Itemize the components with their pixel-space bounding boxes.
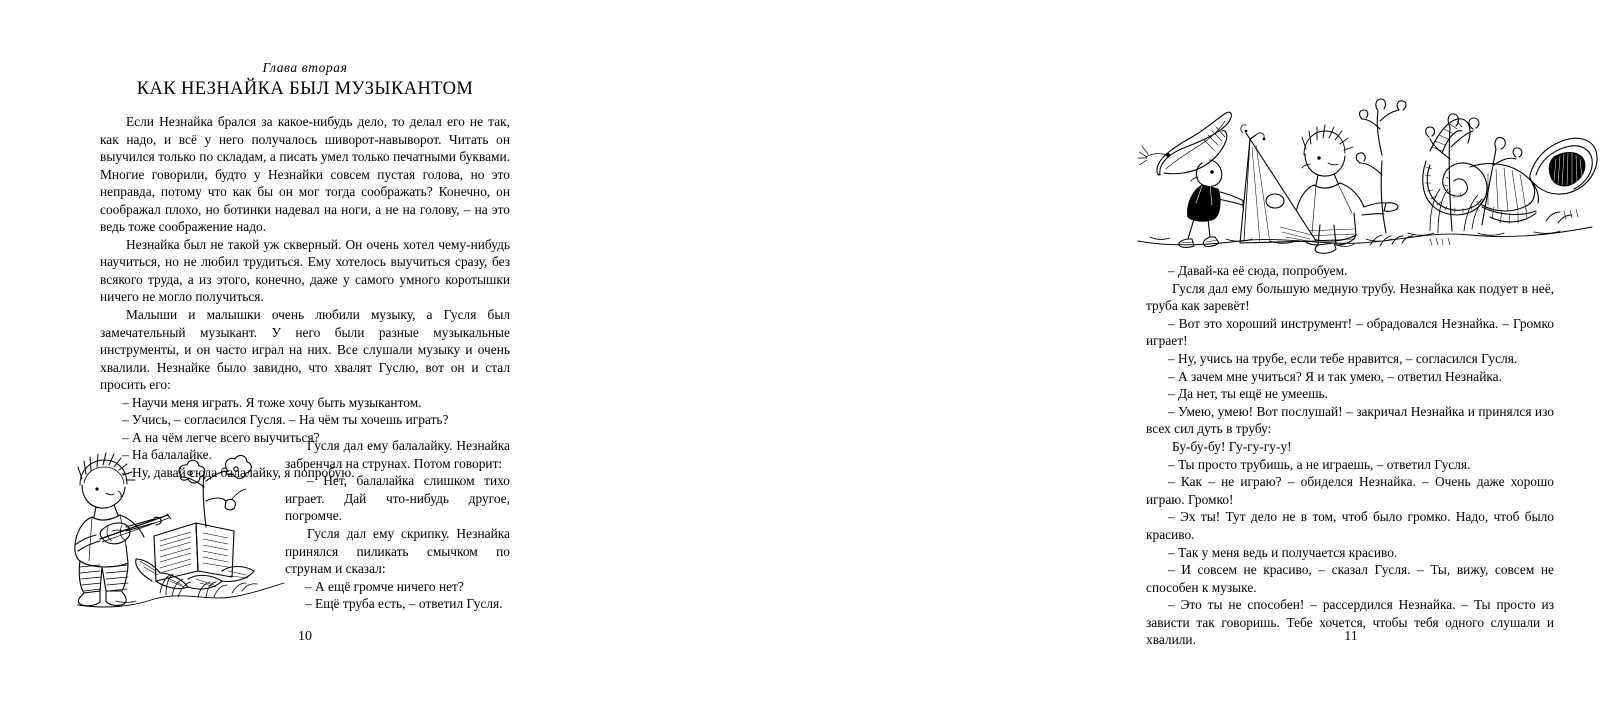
- paragraph: Гусля дал ему большую медную трубу. Незнайка как подует в неё, труба как заревёт!: [1146, 280, 1554, 314]
- dialogue-line: – Ты просто трубишь, а не играешь, – ответил Гусля.: [1168, 456, 1471, 472]
- dialogue-line: – Учись, – согласился Гусля. – На чём ты хочешь играть?: [122, 412, 449, 428]
- chapter-label: Глава вторая: [262, 60, 348, 75]
- paragraph: – Нет, балалайка слишком тихо играет. Дай что-нибудь другое, погромче.: [285, 473, 510, 524]
- dialogue-line: – А на чём легче всего выучиться?: [122, 429, 320, 445]
- dialogue-line: – Давай-ка её сюда, попробуем.: [1168, 263, 1348, 278]
- dialogue-line: – Так у меня ведь и получается красиво.: [1168, 544, 1398, 560]
- dialogue-line: – Это ты не способен! – рассердился Незнайка. – Ты просто из зависти так говоришь. Тебе хочется, чтобы тебя одного слушали и хвалили.: [1146, 597, 1554, 648]
- dialogue-line: – На балалайке.: [122, 447, 212, 463]
- page-number-left: 10: [298, 629, 312, 644]
- paragraph: Если Незнайка брался за какое-нибудь дело, то делал его не так, как надо, и всё у него получалось шиворот-навыворот. Читать он выучился только по складам, а писать умел только печатными буквами. Многие говорили, будто у Незнайки совсем пустая голова, но это неправда, потому что как бы он мог тогда соображать? Конечно, он соображал плохо, но ботинки надевал на ноги, а не на голову, – на это ведь тоже соображение надо.: [100, 114, 510, 235]
- dialogue-line: – А ещё громче ничего нет?: [305, 578, 464, 594]
- dialogue-line: – Как – не играю? – обиделся Незнайка. – Очень даже хорошо играю. Громко!: [1146, 474, 1554, 507]
- dialogue-line: – Вот это хороший инструмент! – обрадовался Незнайка. – Громко играет!: [1146, 315, 1554, 349]
- dialogue-line: – Ещё труба есть, – ответил Гусля.: [305, 596, 503, 612]
- dialogue-line: – Умею, умею! Вот послушай! – закричал Незнайка и принялся изо всех сил дуть в трубу:: [1146, 403, 1554, 437]
- page-number-right: 11: [1344, 629, 1358, 644]
- illustration-balalaika-and-tuba: [1130, 55, 1600, 251]
- dialogue-line: – А зачем мне учиться? Я и так умею, – ответил Незнайка.: [1168, 368, 1502, 384]
- dialogue-line: – Да нет, ты ещё не умеешь.: [1168, 386, 1328, 402]
- paragraph: Гусля дал ему скрипку. Незнайка принялся пиликать смычком по струнам и сказал:: [285, 525, 510, 577]
- left-narrow-column-text: [285, 437, 510, 613]
- paragraph: Гусля дал ему балалайку. Незнайка забренчал на струнах. Потом говорит:: [285, 438, 510, 471]
- left-column-text: [100, 113, 510, 481]
- paragraph: Малыши и малышки очень любили музыку, а Гусля был замечательный музыкант. У него были разные музыкальные инструменты, и он часто играл на них. Все слушали музыку и очень хвалили. Незнайке было завидно, что хвалят Гуслю, вот он и стал просить его:: [100, 307, 510, 393]
- right-page: [550, 0, 1554, 719]
- dialogue-line: – Научи меня играть. Я тоже хочу быть музыкантом.: [122, 394, 422, 410]
- right-column-text: [1146, 262, 1554, 649]
- dialogue-line: – Ну, учись на трубе, если тебе нравится, – согласился Гусля.: [1168, 350, 1518, 366]
- page-title: КАК НЕЗНАЙКА БЫЛ МУЗЫКАНТОМ: [136, 79, 474, 99]
- dialogue-line: – Ну, давай сюда балалайку, я попробую.: [122, 464, 355, 480]
- paragraph: Незнайка был не такой уж скверный. Он очень хотел чему-нибудь научиться, но не любил трудиться. Ему хотелось выучиться сразу, без всякого труда, а из этого, конечно, даже у самого умного коротышки ничего не могло получиться.: [100, 236, 510, 305]
- illustration-violin-boy: [56, 441, 306, 611]
- dialogue-line: – И совсем не красиво, – сказал Гусля. – Ты, вижу, совсем не способен к музыке.: [1146, 562, 1554, 595]
- dialogue-line: – Эх ты! Тут дело не в том, чтоб было громко. Надо, чтоб было красиво.: [1146, 509, 1554, 542]
- paragraph: Бу-бу-бу! Гу-гу-гу-у!: [1172, 438, 1292, 454]
- left-page: [0, 0, 550, 719]
